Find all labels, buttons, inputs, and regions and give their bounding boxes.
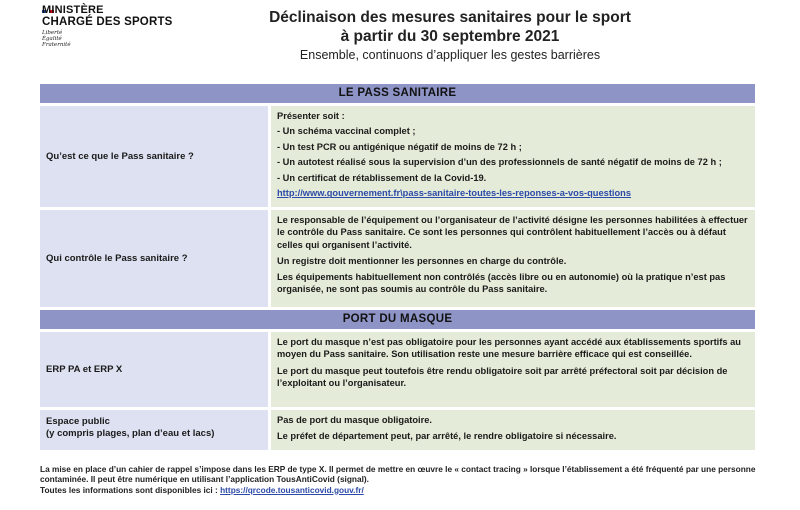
answer-intro: Présenter soit : <box>277 111 345 121</box>
list-item: - Un schéma vaccinal complet ; <box>277 126 416 137</box>
answer-paragraph: Le port du masque n’est pas obligatoire pour les personnes ayant accédé aux établissements sportifs au moyen du Pass sanitaire. Son utilisation reste une mesure barrière efficace qui est conseillée. <box>277 337 741 360</box>
answer-cell <box>271 410 755 450</box>
table-row <box>40 410 755 450</box>
ministry-logo <box>36 0 186 60</box>
answer-paragraph: Le préfet de département peut, par arrêté, le rendre obligatoire si nécessaire. <box>277 431 617 442</box>
list-item: - Un autotest réalisé sous la supervision d’un des professionnels de santé négatif de moins de 72 h ; <box>277 157 722 168</box>
table-row <box>40 332 755 407</box>
question-cell: Qu’est ce que le Pass sanitaire ? <box>40 106 268 207</box>
question-cell: Espace public (y compris plages, plan d’eau et lacs) <box>40 410 268 450</box>
footer-note: La mise en place d’un cahier de rappel s’impose dans les ERP de type X. Il permet de mettre en œuvre le « contact tracing » lorsque l’établissement a été fréquenté par une personne contaminée. Il peut être numérique en utilisant l’application TousAntiCovid (signal). <box>40 464 756 485</box>
answer-cell <box>271 332 755 407</box>
answer-paragraph: Un registre doit mentionner les personnes en charge du contrôle. <box>277 255 567 266</box>
page-subtitle: Ensemble, continuons d’appliquer les gestes barrières <box>299 48 601 62</box>
section-header-pass-sanitaire: LE PASS SANITAIRE <box>40 84 755 103</box>
list-item: - Un certificat de rétablissement de la Covid-19. <box>277 172 487 183</box>
answer-paragraph: Le port du masque peut toutefois être rendu obligatoire soit par arrêté préfectoral soit par décision de l’exploitant ou l’organisateur. <box>277 365 728 388</box>
section-header-port-du-masque: PORT DU MASQUE <box>40 310 755 329</box>
logo-motto: Liberté Égalité Fraternité <box>42 30 71 48</box>
tousanticovid-link[interactable]: https://qrcode.tousanticovid.gouv.fr/ <box>220 484 364 495</box>
page-title: Déclinaison des mesures sanitaires pour le sport à partir du 30 septembre 2021 <box>269 9 631 45</box>
french-flag-icon <box>42 0 54 3</box>
footer-notes <box>40 464 760 495</box>
question-cell: ERP PA et ERP X <box>40 332 268 407</box>
logo-line-1: MINISTÈRE <box>42 4 104 16</box>
pass-sanitaire-link[interactable]: http://www.gouvernement.fr\pass-sanitaire-toutes-les-reponses-a-vos-questions <box>277 188 632 199</box>
answer-paragraph: Le responsable de l’équipement ou l’organisateur de l’activité désigne les personnes habilitées à effectuer le contrôle du Pass sanitaire. Ce sont les personnes qui contrôlent habituellement l’accès ou à défaut celles qui organisent l’activité. <box>277 215 748 250</box>
table-row <box>40 210 755 307</box>
answer-paragraph: Les équipements habituellement non contrôlés (accès libre ou en autonomie) où la pratique n’est pas organisée, ne sont pas soumis au contrôle du Pass sanitaire. <box>277 272 726 295</box>
answer-cell <box>271 106 755 207</box>
measures-table <box>40 84 755 450</box>
footer-info: Toutes les informations sont disponibles ici : https://qrcode.tousanticovid.gouv.fr/ <box>40 484 364 495</box>
question-cell: Qui contrôle le Pass sanitaire ? <box>40 210 268 307</box>
table-row <box>40 106 755 207</box>
answer-paragraph: Pas de port du masque obligatoire. <box>277 415 432 425</box>
answer-cell <box>271 210 755 307</box>
list-item: - Un test PCR ou antigénique négatif de moins de 72 h ; <box>277 141 522 152</box>
logo-line-2: CHARGÉ DES SPORTS <box>42 16 173 28</box>
